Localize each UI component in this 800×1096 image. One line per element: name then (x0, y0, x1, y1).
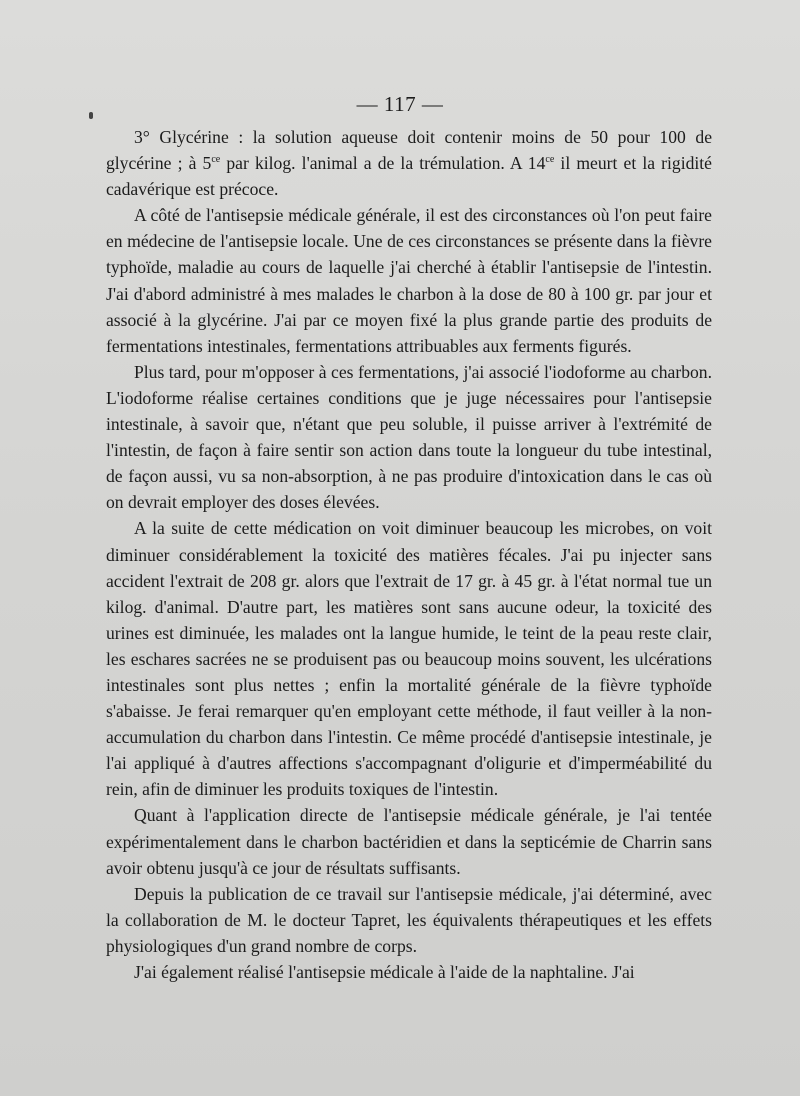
paragraph-naphtaline: J'ai également réalisé l'antisepsie médicale à l'aide de la naphtaline. J'ai (134, 962, 635, 982)
paragraph-medication-results: A la suite de cette médication on voit diminuer beaucoup les microbes, on voit diminuer considérablement la toxicité des matières fécales. J'ai pu injecter sans accident l'extrait de 208 gr. alors que l'extrait de 17 gr. à 45 gr. à l'état normal tue un kilog. d'animal. D'autre part, les matières sont sans aucune odeur, la toxicité des urines est diminuée, les malades ont la langue humide, le teint de la peau reste clair, les eschares sacrées ne se produisent pas ou beaucoup moins souvent, les ulcérations intestinales sont plus nettes ; enfin la mortalité générale de la fièvre typhoïde s'abaisse. Je ferai remarquer qu'en employant cette méthode, il faut veiller à la non-accumulation du charbon dans l'intestin. Ce même procédé d'antisepsie intestinale, je l'ai appliqué à d'autres affections s'accompagnant d'oligurie et d'imperméabilité du rein, afin de diminuer les produits toxiques de l'intestin. (106, 518, 712, 800)
ordinal-superscript: ce (545, 154, 555, 166)
paragraph-local-antisepsis: A côté de l'antisepsie médicale générale, il est des circonstances où l'on peut faire en médecine de l'antisepsie locale. Une de ces circonstances se présente dans la fièvre typhoïde, maladie au cours de laquelle j'ai cherché à établir l'antisepsie de l'intestin. J'ai d'abord administré à mes malades le charbon à la dose de 80 à 100 gr. par jour et associé à la glycérine. J'ai par ce moyen fixé la plus grande partie des produits de fermentations intestinales, fermentations attribuables aux ferments figurés. (106, 205, 712, 356)
paragraph-glycerine (106, 124, 712, 202)
page-number: — 117 — (356, 92, 444, 116)
ordinal-superscript: ce (211, 154, 221, 166)
paragraph-text: par kilog. l'animal a de la trémulation. A 14 (220, 153, 546, 174)
body-text (106, 124, 712, 985)
paragraph-therapeutic-equivalents: Depuis la publication de ce travail sur l'antisepsie médicale, j'ai déterminé, avec la collaboration de M. le docteur Tapret, les équivalents thérapeutiques et les effets physiologiques d'un grand nombre de corps. (106, 883, 712, 956)
paragraph-text: 3° Glycérine : la solution aqueuse doit contenir moins de 50 pour 100 de glycérine ; à 5 (106, 127, 712, 174)
paragraph-iodoform: Plus tard, pour m'opposer à ces fermentations, j'ai associé l'iodoforme au charbon. L'iodoforme réalise certaines conditions que je juge nécessaires pour l'antisepsie intestinale, à savoir que, n'étant que peu soluble, il puisse arriver à l'extrémité de l'intestin, de façon à faire sentir son action dans toute la longueur du tube intestinal, de façon aussi, vu sa non-absorption, à ne pas produire d'intoxication dans le cas où on devrait employer des doses élevées. (106, 361, 712, 513)
paragraph-text: il meurt et la rigidité cadavérique est précoce. (106, 153, 712, 200)
paragraph-general-antisepsis: Quant à l'application directe de l'antisepsie médicale générale, je l'ai tentée expérimentalement dans le charbon bactéridien et dans la septicémie de Charrin sans avoir obtenu jusqu'à ce jour de résultats suffisants. (106, 805, 712, 878)
